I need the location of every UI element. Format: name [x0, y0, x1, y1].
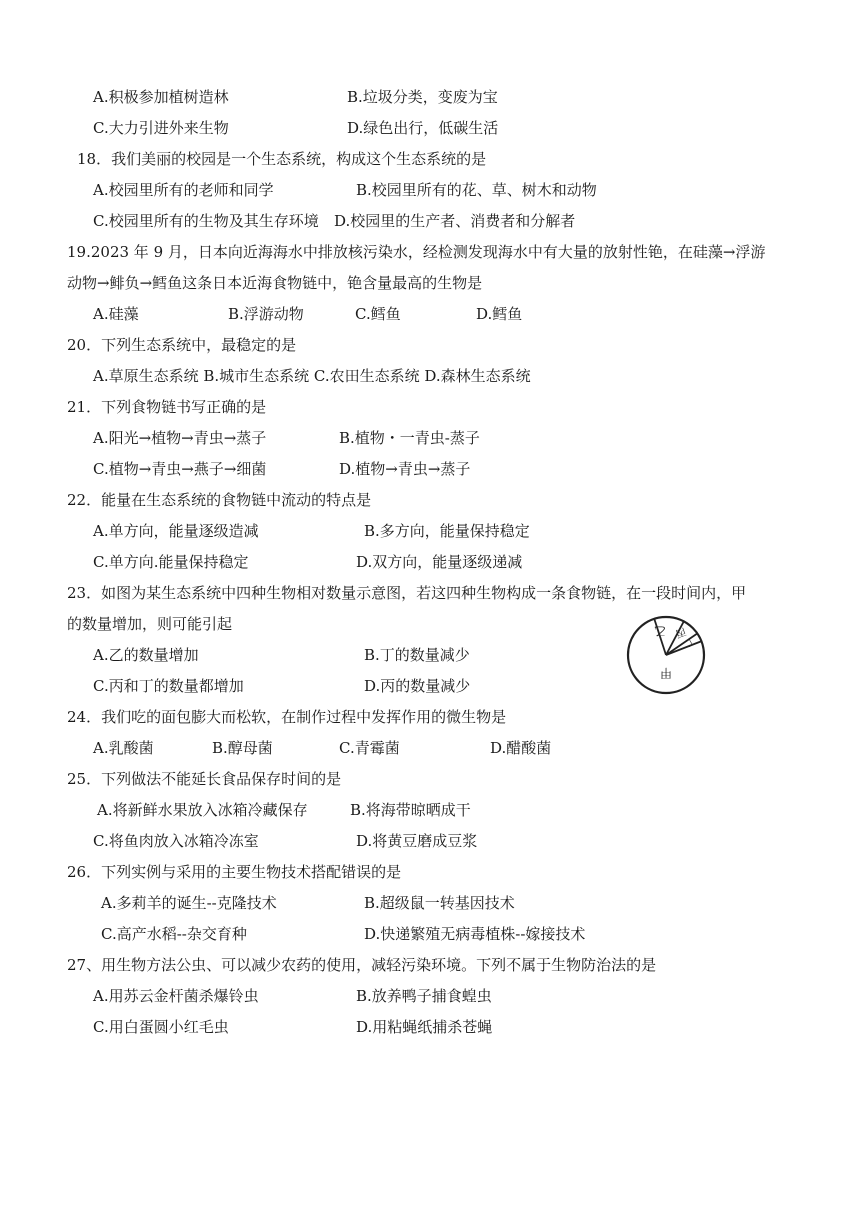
q18-option-a: A.校园里所有的老师和同学 — [93, 181, 274, 199]
q21-option-c: C.植物→青虫→燕子→细菌 — [93, 460, 267, 478]
q25-option-d: D.将黄豆磨成豆浆 — [356, 832, 478, 850]
q20-stem: 20．下列生态系统中，最稳定的是 — [67, 336, 297, 354]
q27-stem: 27、用生物方法公虫、可以减少农药的使用，减轻污染环境。下列不属于生物防治法的是 — [67, 956, 657, 974]
q17-option-d: D.绿色出行，低碳生活 — [347, 119, 499, 137]
q27-option-d: D.用粘蝇纸捕杀苍蝇 — [356, 1018, 493, 1036]
q18-option-c: C.校园里所有的生物及其生存环境 — [93, 212, 319, 230]
q18-stem: 18．我们美丽的校园是一个生态系统，构成这个生态系统的是 — [77, 150, 487, 168]
q19-option-b: B.浮游动物 — [228, 305, 304, 323]
q27-option-b: B.放养鸭子捕食蝗虫 — [356, 987, 492, 1005]
q24-option-d: D.醋酸菌 — [490, 739, 552, 757]
q19-option-a: A.硅藻 — [93, 305, 139, 323]
pie-label-jia: 甲 — [659, 666, 672, 680]
q23-option-c: C.丙和丁的数量都增加 — [93, 677, 244, 695]
q22-option-c: C.单方向.能量保持稳定 — [93, 553, 249, 571]
q21-option-d: D.植物→青虫→蒸子 — [339, 460, 471, 478]
q24-option-b: B.醇母菌 — [212, 739, 273, 757]
q21-option-a: A.阳光→植物→青虫→蒸子 — [93, 429, 267, 447]
q26-option-d: D.快递繁殖无病毒植株--嫁接技术 — [364, 925, 586, 943]
q26-option-c: C.高产水稻--杂交育种 — [101, 925, 247, 943]
q21-option-b: B.植物・一青虫-蒸子 — [339, 429, 480, 447]
q25-option-c: C.将鱼肉放入冰箱冷冻室 — [93, 832, 259, 850]
q25-stem: 25．下列做法不能延长食品保存时间的是 — [67, 770, 342, 788]
q19-stem-line2: 动物→鲱负→鳕鱼这条日本近海食物链中，铯含量最高的生物是 — [67, 274, 483, 292]
q22-option-a: A.单方向，能量逐级造减 — [93, 522, 259, 540]
q18-option-d: D.校园里的生产者、消费者和分解者 — [334, 212, 576, 230]
q26-option-b: B.超级鼠一转基因技术 — [364, 894, 515, 912]
pie-label-yi: 乙 — [653, 624, 666, 638]
q22-option-d: D.双方向，能量逐级递减 — [356, 553, 523, 571]
pie-label-bing: 丙 — [673, 625, 688, 639]
q18-option-b: B.校园里所有的花、草、树木和动物 — [356, 181, 597, 199]
q19-stem-line1: 19.2023 年 9 月，日本向近海海水中排放核污染水，经检测发现海水中有大量的放射性铯，在硅藻→浮游 — [67, 243, 766, 261]
q23-option-d: D.丙的数量减少 — [364, 677, 471, 695]
q20-options: A.草原生态系统 B.城市生态系统 C.农田生态系统 D.森林生态系统 — [93, 367, 531, 385]
q17-option-c: C.大力引进外来生物 — [93, 119, 229, 137]
q24-option-a: A.乳酸菌 — [93, 739, 154, 757]
q19-option-c: C.鳕鱼 — [355, 305, 401, 323]
q17-option-b: B.垃圾分类，变废为宝 — [347, 88, 498, 106]
q26-stem: 26．下列实例与采用的主要生物技术搭配错误的是 — [67, 863, 402, 881]
q27-option-c: C.用白蛋圆小红毛虫 — [93, 1018, 229, 1036]
q27-option-a: A.用苏云金杆菌杀爆铃虫 — [93, 987, 259, 1005]
q22-option-b: B.多方向，能量保持稳定 — [364, 522, 530, 540]
q25-option-a: A.将新鲜水果放入冰箱冷藏保存 — [97, 801, 308, 819]
q19-option-d: D.鳕鱼 — [476, 305, 523, 323]
q24-stem: 24．我们吃的面包膨大而松软，在制作过程中发挥作用的微生物是 — [67, 708, 507, 726]
q22-stem: 22．能量在生态系统的食物链中流动的特点是 — [67, 491, 372, 509]
q23-stem-line2: 的数量增加，则可能引起 — [67, 615, 233, 633]
q17-option-a: A.积极参加植树造林 — [93, 88, 229, 106]
q24-option-c: C.青霉菌 — [339, 739, 400, 757]
q26-option-a: A.多莉羊的诞生--克隆技术 — [101, 894, 277, 912]
q23-option-a: A.乙的数量增加 — [93, 646, 199, 664]
q23-option-b: B.丁的数量减少 — [364, 646, 470, 664]
q23-pie-diagram — [626, 613, 708, 697]
q23-stem-line1: 23．如图为某生态系统中四种生物相对数量示意图，若这四种生物构成一条食物链，在一段时间内，甲 — [67, 584, 747, 602]
q21-stem: 21．下列食物链书写正确的是 — [67, 398, 267, 416]
pie-label-ding: 丁 — [683, 634, 697, 648]
q25-option-b: B.将海带晾晒成干 — [350, 801, 471, 819]
